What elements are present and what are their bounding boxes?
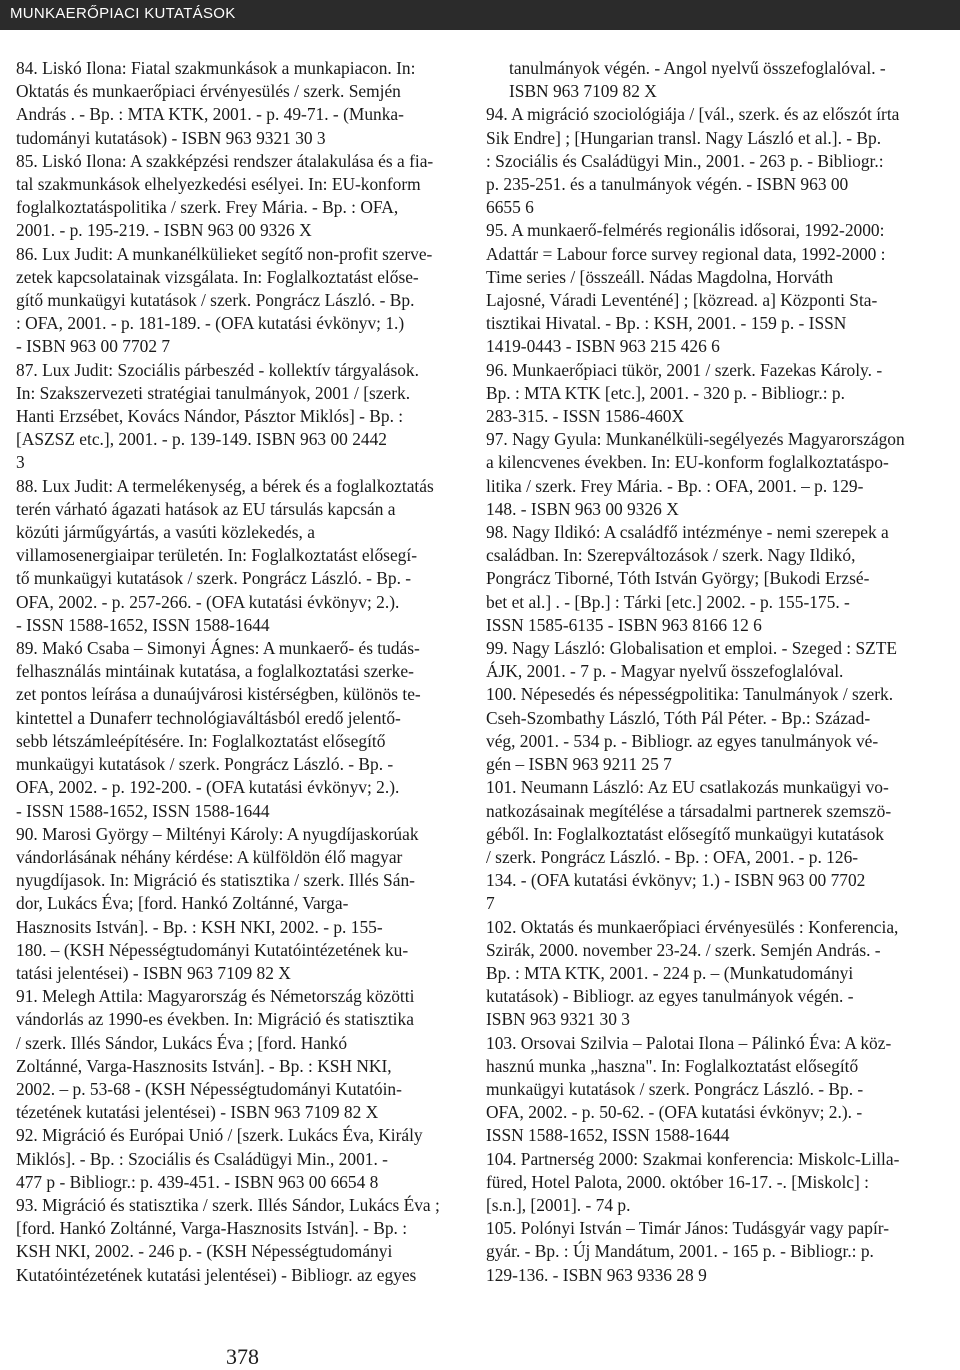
entry-line: felhasználás mintáinak kutatása, a foglalkoztatási szerke- bbox=[16, 661, 414, 682]
entry-line: In: Szakszervezeti stratégiai tanulmányok, 2001 / [szerk. bbox=[16, 382, 411, 403]
entry-line: - ISSN 1588-1652, ISSN 1588-1644 bbox=[16, 614, 270, 635]
entry-line: ISBN 963 7109 82 X bbox=[509, 81, 657, 102]
bibliography-entry bbox=[16, 637, 464, 823]
bibliography-entry bbox=[486, 1032, 948, 1148]
entry-line: tézetének kutatási jelentései) - ISBN 963 7109 82 X bbox=[16, 1102, 379, 1123]
bibliography-entry bbox=[16, 985, 464, 1124]
bibliography-entry bbox=[486, 359, 948, 429]
entry-line: bet et al.] . - [Bp.] : Tárki [etc.] 2002. - p. 155-175. - bbox=[486, 591, 850, 612]
bibliography-entry bbox=[16, 57, 464, 150]
entry-line: 180. – (KSH Népességtudományi Kutatóintézetének ku- bbox=[16, 939, 409, 960]
entry-line: Sik Endre] ; [Hungarian transl. Nagy László et al.]. - Bp. bbox=[486, 127, 882, 148]
bibliography-entry bbox=[486, 637, 948, 683]
entry-line: gén – ISBN 963 9211 25 7 bbox=[486, 754, 672, 775]
entry-line: nyugdíjasok. In: Migráció és statisztika / szerk. Illés Sán- bbox=[16, 870, 415, 891]
right-column bbox=[486, 57, 948, 1287]
entry-line: közúti járműgyártás, a vasúti közlekedés, a bbox=[16, 522, 315, 543]
entry-line: tanulmányok végén. - Angol nyelvű összefoglalóval. - bbox=[509, 58, 886, 78]
bibliography-entry bbox=[486, 1148, 948, 1218]
entry-line: 91. Melegh Attila: Magyarország és Németország közötti bbox=[16, 986, 415, 1007]
entry-line: Pongrácz Tiborné, Tóth István György; [Bukodi Erzsé- bbox=[486, 568, 870, 589]
entry-line: OFA, 2002. - p. 257-266. - (OFA kutatási évkönyv; 2.). bbox=[16, 591, 400, 612]
entry-line: [s.n.], [2001]. - 74 p. bbox=[486, 1194, 631, 1215]
entry-line: 97. Nagy Gyula: Munkanélküli-segélyezés Magyarországon bbox=[486, 429, 905, 450]
entry-line: p. 235-251. és a tanulmányok végén. - ISBN 963 00 bbox=[486, 174, 849, 195]
bibliography-entry bbox=[486, 683, 948, 776]
entry-line: zet pontos leírása a dunaújvárosi kistérségben, különös te- bbox=[16, 684, 421, 705]
entry-line: terén várható ágazati hatások az EU társulás kapcsán a bbox=[16, 498, 396, 519]
entry-line: 94. A migráció szociológiája / [vál., szerk. és az előszót írta bbox=[486, 104, 900, 125]
entry-line: : OFA, 2001. - p. 181-189. - (OFA kutatási évkönyv; 1.) bbox=[16, 313, 405, 334]
entry-line: / szerk. Pongrácz László. - Bp. : OFA, 2001. - p. 126- bbox=[486, 846, 859, 867]
entry-line: Szirák, 2000. november 23-24. / szerk. Semjén András. - bbox=[486, 939, 881, 960]
entry-line: Miklós]. - Bp. : Szociális és Családügyi Min., 2001. - bbox=[16, 1148, 388, 1169]
entry-line: gítő munkaügyi kutatások / szerk. Pongrácz László. - Bp. bbox=[16, 290, 415, 311]
entry-line: [ASZSZ etc.], 2001. - p. 139-149. ISBN 963 00 2442 bbox=[16, 429, 387, 450]
entry-line: Zoltánné, Varga-Hasznosits István]. - Bp. : KSH NKI, bbox=[16, 1055, 392, 1076]
entry-line: 134. - (OFA kutatási évkönyv; 1.) - ISBN 963 00 7702 bbox=[486, 870, 866, 891]
entry-line: Time series / [összeáll. Nádas Magdolna, Horváth bbox=[486, 266, 834, 287]
running-header bbox=[0, 0, 960, 30]
entry-line: Bp. : MTA KTK [etc.], 2001. - 320 p. - Bibliogr.: p. bbox=[486, 382, 845, 403]
entry-line: Adattár = Labour force survey regional data, 1992-2000 : bbox=[486, 243, 886, 264]
entry-line: ISBN 963 9321 30 3 bbox=[486, 1009, 630, 1030]
left-column bbox=[16, 57, 464, 1287]
entry-line: 2001. - p. 195-219. - ISBN 963 00 9326 X bbox=[16, 220, 312, 241]
entry-line: 477 p - Bibliogr.: p. 439-451. - ISBN 963 00 6654 8 bbox=[16, 1171, 379, 1192]
entry-line: hasznú munka „haszna". In: Foglalkoztatást elősegítő bbox=[486, 1055, 859, 1076]
entry-line: 1419-0443 - ISBN 963 215 426 6 bbox=[486, 336, 720, 357]
entry-line: 93. Migráció és statisztika / szerk. Illés Sándor, Lukács Éva ; bbox=[16, 1194, 440, 1215]
entry-line: ISSN 1585-6135 - ISBN 963 8166 12 6 bbox=[486, 614, 762, 635]
entry-line: 104. Partnerség 2000: Szakmai konferencia: Miskolc-Lilla- bbox=[486, 1148, 900, 1169]
entry-line: vég, 2001. - 534 p. - Bibliogr. az egyes tanulmányok vé- bbox=[486, 730, 879, 751]
entry-line: tisztikai Hivatal. - Bp. : KSH, 2001. - 159 p. - ISSN bbox=[486, 313, 847, 334]
bibliography-entry bbox=[486, 521, 948, 637]
entry-line: füred, Hotel Palota, 2000. október 16-17. -. [Miskolc] : bbox=[486, 1171, 870, 1192]
entry-line: Bp. : MTA KTK, 2001. - 224 p. – (Munkatudományi bbox=[486, 962, 854, 983]
entry-line: kutatások) - Bibliogr. az egyes tanulmányok végén. - bbox=[486, 986, 854, 1007]
entry-line: Hasznosits István]. - Bp. : KSH NKI, 2002. - p. 155- bbox=[16, 916, 383, 937]
bibliography-entry bbox=[486, 219, 948, 358]
bibliography-entry bbox=[486, 916, 948, 1032]
entry-line: 92. Migráció és Európai Unió / [szerk. Lukács Éva, Király bbox=[16, 1125, 423, 1146]
bibliography-entry bbox=[16, 475, 464, 637]
entry-line: 2002. – p. 53-68 - (KSH Népességtudományi Kutatóin- bbox=[16, 1078, 402, 1099]
entry-line: - ISBN 963 00 7702 7 bbox=[16, 336, 171, 357]
entry-line: kintettel a Dunaferr technológiaváltásból eredő jelentő- bbox=[16, 707, 401, 728]
entry-line: vándorlás az 1990-es években. In: Migráció és statisztika bbox=[16, 1009, 414, 1030]
entry-line: 148. - ISBN 963 00 9326 X bbox=[486, 498, 679, 519]
entry-line: : Szociális és Családügyi Min., 2001. - 263 p. - Bibliogr.: bbox=[486, 150, 884, 171]
entry-line: natkozásainak megítélése a társadalmi partnerek szemszö- bbox=[486, 800, 892, 821]
entry-line: 6655 6 bbox=[486, 197, 534, 218]
entry-line: dor, Lukács Éva; [ford. Hankó Zoltánné, Varga- bbox=[16, 893, 349, 914]
entry-line: 84. Liskó Ilona: Fiatal szakmunkások a munkapiacon. In: bbox=[16, 58, 416, 78]
bibliography-entry bbox=[16, 243, 464, 359]
entry-line: ISSN 1588-1652, ISSN 1588-1644 bbox=[486, 1125, 730, 1146]
entry-line: sebb létszámleépítésére. In: Foglalkoztatást elősegítő bbox=[16, 730, 386, 751]
entry-line: Cseh-Szombathy László, Tóth Pál Péter. - Bp.: Század- bbox=[486, 707, 871, 728]
entry-line: KSH NKI, 2002. - 246 p. - (KSH Népességtudományi bbox=[16, 1241, 393, 1262]
entry-line: géből. In: Foglalkoztatást elősegítő munkaügyi kutatások bbox=[486, 823, 884, 844]
bibliography-entry bbox=[486, 103, 948, 219]
entry-line: 129-136. - ISBN 963 9336 28 9 bbox=[486, 1264, 707, 1285]
entry-line: 3 bbox=[16, 452, 25, 473]
bibliography-entry bbox=[486, 57, 948, 103]
entry-line: 95. A munkaerő-felmérés regionális idősorai, 1992-2000: bbox=[486, 220, 885, 241]
bibliography-entry bbox=[486, 776, 948, 915]
entry-line: villamosenergiaipar területén. In: Foglalkoztatást elősegí- bbox=[16, 545, 417, 566]
entry-line: 86. Lux Judit: A munkanélkülieket segítő non-profit szerve- bbox=[16, 243, 433, 264]
bibliography-entry bbox=[16, 1124, 464, 1194]
bibliography-entry bbox=[16, 359, 464, 475]
entry-line: 98. Nagy Ildikó: A családfő intézménye - nemi szerepek a bbox=[486, 522, 889, 543]
entry-line: [ford. Hankó Zoltánné, Varga-Hasznosits István]. - Bp. : bbox=[16, 1218, 408, 1239]
entry-line: 7 bbox=[486, 893, 495, 914]
bibliography-entry bbox=[16, 1194, 464, 1287]
entry-line: 89. Makó Csaba – Simonyi Ágnes: A munkaerő- és tudás- bbox=[16, 638, 420, 659]
entry-line: litika / szerk. Frey Mária. - Bp. : OFA, 2001. – p. 129- bbox=[486, 475, 864, 496]
entry-line: tő munkaügyi kutatások / szerk. Pongrácz László. - Bp. - bbox=[16, 568, 412, 589]
entry-line: 96. Munkaerőpiaci tükör, 2001 / szerk. Fazekas Károly. - bbox=[486, 359, 883, 380]
page-number: 378 bbox=[226, 1344, 259, 1369]
entry-line: tudományi kutatások) - ISBN 963 9321 30 3 bbox=[16, 127, 326, 148]
entry-line: 283-315. - ISSN 1586-460X bbox=[486, 406, 685, 427]
entry-line: 87. Lux Judit: Szociális párbeszéd - kollektív tárgyalások. bbox=[16, 359, 419, 380]
entry-line: tatási jelentései) - ISBN 963 7109 82 X bbox=[16, 962, 291, 983]
entry-line: a kilencvenes években. In: EU-konform foglalkoztatáspo- bbox=[486, 452, 889, 473]
bibliography-entry bbox=[486, 428, 948, 521]
bibliography-entry bbox=[486, 1217, 948, 1287]
entry-line: foglalkoztatáspolitika / szerk. Frey Mária. - Bp. : OFA, bbox=[16, 197, 399, 218]
entry-line: Oktatás és munkaerőpiaci érvényesülés / szerk. Semjén bbox=[16, 81, 401, 102]
entry-line: családban. In: Szerepváltozások / szerk. Nagy Ildikó, bbox=[486, 545, 856, 566]
entry-line: 99. Nagy László: Globalisation et emploi. - Szeged : SZTE bbox=[486, 638, 898, 659]
entry-line: 90. Marosi György – Miltényi Károly: A nyugdíjaskorúak bbox=[16, 823, 419, 844]
entry-line: tal szakmunkások elhelyezkedési esélyei. In: EU-konform bbox=[16, 174, 421, 195]
bibliography-entry bbox=[16, 150, 464, 243]
entry-line: munkaügyi kutatások / szerk. Pongrácz László. - Bp. - bbox=[486, 1078, 864, 1099]
bibliography-entry bbox=[16, 823, 464, 985]
entry-line: Kutatóintézetének kutatási jelentései) - Bibliogr. az egyes bbox=[16, 1264, 417, 1285]
entry-line: vándorlásának néhány kérdése: A külföldön élő magyar bbox=[16, 846, 403, 867]
entry-line: 102. Oktatás és munkaerőpiaci érvényesülés : Konferencia, bbox=[486, 916, 899, 937]
entry-line: Hanti Erzsébet, Kovács Nándor, Pásztor Miklós] - Bp. : bbox=[16, 406, 404, 427]
entry-line: zetek kapcsolatainak vizsgálata. In: Foglalkoztatást előse- bbox=[16, 266, 419, 287]
entry-line: munkaügyi kutatások / szerk. Pongrácz László. - Bp. - bbox=[16, 754, 394, 775]
entry-line: OFA, 2002. - p. 50-62. - (OFA kutatási évkönyv; 2.). - bbox=[486, 1102, 863, 1123]
entry-line: OFA, 2002. - p. 192-200. - (OFA kutatási évkönyv; 2.). bbox=[16, 777, 400, 798]
entry-line: 85. Liskó Ilona: A szakképzési rendszer átalakulása és a fia- bbox=[16, 150, 434, 171]
entry-line: gyár. - Bp. : Új Mandátum, 2001. - 165 p. - Bibliogr.: p. bbox=[486, 1241, 874, 1262]
running-header-title: MUNKAERŐPIACI KUTATÁSOK bbox=[10, 5, 236, 22]
entry-line: Lajosné, Váradi Leventéné] ; [közread. a] Központi Sta- bbox=[486, 290, 878, 311]
entry-line: ÁJK, 2001. - 7 p. - Magyar nyelvű összefoglalóval. bbox=[486, 661, 844, 682]
entry-line: / szerk. Illés Sándor, Lukács Éva ; [ford. Hankó bbox=[16, 1032, 348, 1053]
entry-line: 103. Orsovai Szilvia – Palotai Ilona – Pálinkó Éva: A köz- bbox=[486, 1032, 892, 1053]
entry-line: 101. Neumann László: Az EU csatlakozás munkaügyi vo- bbox=[486, 777, 889, 798]
entry-line: 100. Népesedés és népességpolitika: Tanulmányok / szerk. bbox=[486, 684, 894, 705]
entry-line: - ISSN 1588-1652, ISSN 1588-1644 bbox=[16, 800, 270, 821]
entry-line: András . - Bp. : MTA KTK, 2001. - p. 49-71. - (Munka- bbox=[16, 104, 404, 125]
entry-line: 105. Polónyi István – Timár János: Tudásgyár vagy papír- bbox=[486, 1218, 890, 1239]
entry-line: 88. Lux Judit: A termelékenység, a bérek és a foglalkoztatás bbox=[16, 475, 434, 496]
